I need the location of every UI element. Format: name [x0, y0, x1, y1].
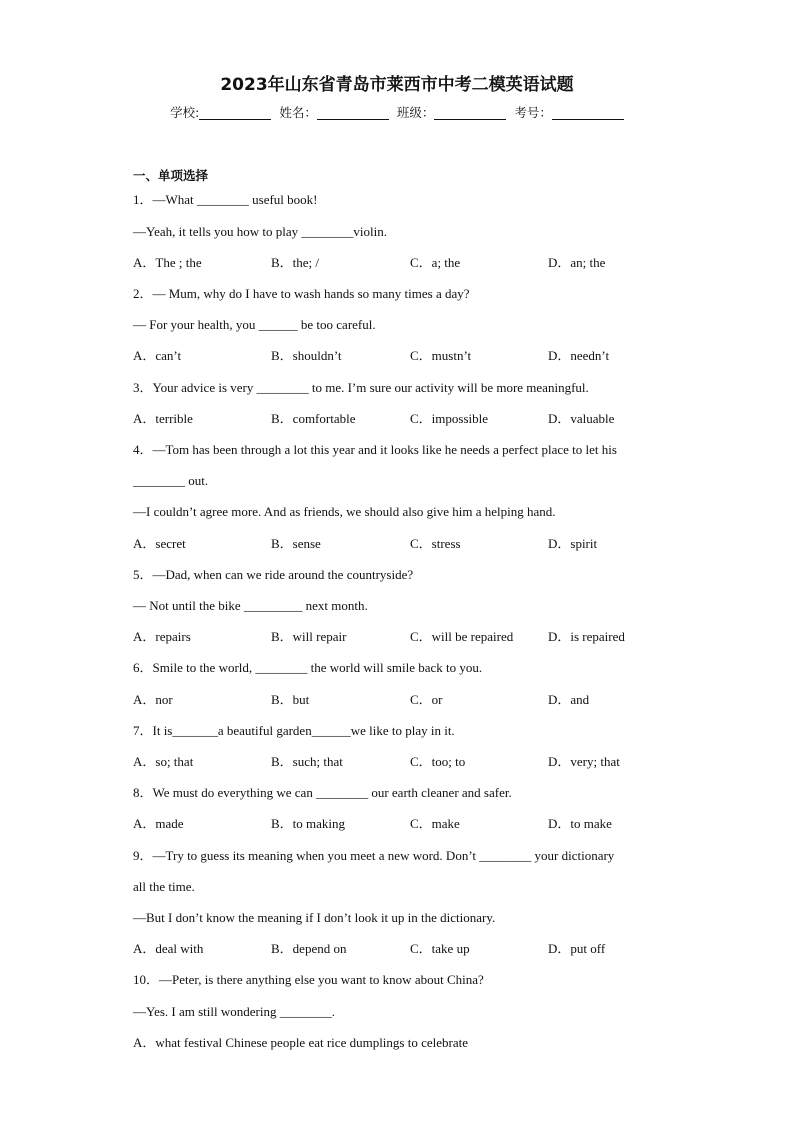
- question-1-option-b[interactable]: B．the; /: [271, 255, 320, 270]
- school-label: 学校:: [170, 105, 200, 120]
- question-5-option-d[interactable]: D．is repaired: [548, 629, 625, 644]
- question-9-stem-continued: all the time.: [133, 879, 195, 894]
- question-6-option-a[interactable]: A．nor: [133, 692, 173, 707]
- exam-number-field: [514, 103, 624, 121]
- question-2-reply: — For your health, you ______ be too careful.: [133, 317, 376, 332]
- question-4-stem: 4．—Tom has been through a lot this year and it looks like he needs a perfect place to let his: [133, 442, 617, 457]
- school-field: [170, 103, 271, 121]
- question-4-option-a[interactable]: A．secret: [133, 536, 186, 551]
- question-7-option-b[interactable]: B．such; that: [271, 754, 343, 769]
- question-10-stem: 10．—Peter, is there anything else you want to know about China?: [133, 972, 484, 987]
- exam-number-blank[interactable]: [552, 106, 624, 120]
- question-8-option-c[interactable]: C．make: [410, 816, 460, 831]
- question-3-option-d[interactable]: D．valuable: [548, 411, 615, 426]
- question-9-option-a[interactable]: A．deal with: [133, 941, 204, 956]
- question-7-option-d[interactable]: D．very; that: [548, 754, 620, 769]
- question-3-option-a[interactable]: A．terrible: [133, 411, 193, 426]
- question-9-option-c[interactable]: C．take up: [410, 941, 470, 956]
- question-5-option-a[interactable]: A．repairs: [133, 629, 191, 644]
- class-field: [397, 103, 507, 121]
- class-blank[interactable]: [434, 106, 506, 120]
- question-6-option-d[interactable]: D．and: [548, 692, 590, 707]
- question-9-option-b[interactable]: B．depend on: [271, 941, 347, 956]
- question-7-option-a[interactable]: A．so; that: [133, 754, 194, 769]
- question-2-option-d[interactable]: D．needn’t: [548, 348, 610, 363]
- question-2-option-b[interactable]: B．shouldn’t: [271, 348, 342, 363]
- question-2-stem: 2．— Mum, why do I have to wash hands so many times a day?: [133, 286, 470, 301]
- question-9-option-d[interactable]: D．put off: [548, 941, 606, 956]
- question-9-reply: —But I don’t know the meaning if I don’t look it up in the dictionary.: [133, 910, 496, 925]
- question-4-option-d[interactable]: D．spirit: [548, 536, 598, 551]
- question-6-stem: 6．Smile to the world, ________ the world will smile back to you.: [133, 660, 483, 675]
- question-1-reply: —Yeah, it tells you how to play ________violin.: [133, 224, 387, 239]
- question-5-option-c[interactable]: C．will be repaired: [410, 629, 514, 644]
- question-6-option-c[interactable]: C．or: [410, 692, 443, 707]
- question-6-option-b[interactable]: B．but: [271, 692, 310, 707]
- question-4-reply: —I couldn’t agree more. And as friends, we should also give him a helping hand.: [133, 504, 556, 519]
- name-field: [279, 103, 389, 121]
- name-label: 姓名：: [279, 105, 317, 120]
- question-7-option-c[interactable]: C．too; to: [410, 754, 466, 769]
- question-2-option-a[interactable]: A．can’t: [133, 348, 182, 363]
- section-heading: 一、单项选择: [133, 168, 209, 183]
- page-title: 2023年山东省青岛市莱西市中考二模英语试题: [220, 75, 574, 95]
- question-5-stem: 5．—Dad, when can we ride around the countryside?: [133, 567, 414, 582]
- question-10-option-a[interactable]: A．what festival Chinese people eat rice dumplings to celebrate: [133, 1035, 468, 1050]
- question-2-option-c[interactable]: C．mustn’t: [410, 348, 472, 363]
- question-4-option-b[interactable]: B．sense: [271, 536, 321, 551]
- question-3-option-b[interactable]: B．comfortable: [271, 411, 356, 426]
- class-label: 班级：: [396, 105, 435, 120]
- question-8-option-d[interactable]: D．to make: [548, 816, 612, 831]
- school-blank[interactable]: [199, 106, 271, 120]
- question-1-option-a[interactable]: A．The ; the: [133, 255, 202, 270]
- question-1-stem: 1．—What ________ useful book!: [133, 192, 318, 207]
- question-8-option-a[interactable]: A．made: [133, 816, 184, 831]
- question-5-option-b[interactable]: B．will repair: [271, 629, 347, 644]
- question-4-option-c[interactable]: C．stress: [410, 536, 461, 551]
- question-9-stem: 9．—Try to guess its meaning when you meet a new word. Don’t ________ your dictionary: [133, 848, 615, 863]
- question-3-stem: 3．Your advice is very ________ to me. I’m sure our activity will be more meaningful.: [133, 380, 589, 395]
- question-5-reply: — Not until the bike _________ next month.: [133, 598, 368, 613]
- question-7-stem: 7．It is_______a beautiful garden______we like to play in it.: [133, 723, 455, 738]
- question-4-stem-continued: ________ out.: [133, 473, 209, 488]
- question-8-stem: 8．We must do everything we can ________ our earth cleaner and safer.: [133, 785, 512, 800]
- student-info-line: [0, 103, 794, 121]
- name-blank[interactable]: [317, 106, 389, 120]
- question-1-option-c[interactable]: C．a; the: [410, 255, 461, 270]
- question-3-option-c[interactable]: C．impossible: [410, 411, 489, 426]
- question-1-option-d[interactable]: D．an; the: [548, 255, 606, 270]
- exam-number-label: 考号：: [514, 105, 552, 120]
- question-10-reply: —Yes. I am still wondering ________.: [133, 1004, 335, 1019]
- question-8-option-b[interactable]: B．to making: [271, 816, 346, 831]
